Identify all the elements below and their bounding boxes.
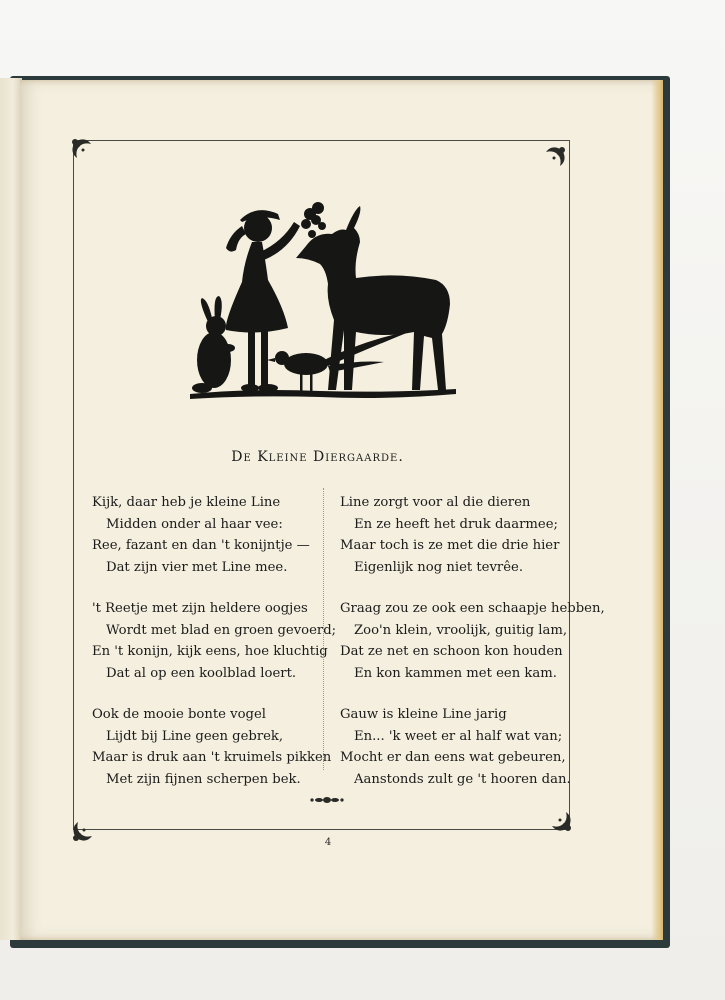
poem-column-left — [92, 492, 337, 810]
silhouette-illustration — [188, 198, 460, 404]
poem-column-right — [340, 492, 605, 810]
left-page-edge — [0, 78, 22, 940]
verse-line: Ree, fazant en dan 't konijntje — — [92, 538, 310, 553]
verse-line: En 't konijn, kijk eens, hoe kluchtig — [92, 644, 328, 659]
rabbit-silhouette — [192, 296, 235, 393]
page-number: 4 — [324, 837, 332, 848]
verse-line: Dat ze net en schoon kon houden — [340, 644, 563, 659]
corner-ornament-icon — [68, 816, 98, 846]
column-divider — [323, 488, 324, 770]
corner-ornament-icon — [540, 142, 570, 172]
stanza — [92, 704, 332, 790]
stanza — [340, 704, 580, 790]
stanza — [92, 492, 332, 578]
verse-line: Lijdt bij Line geen gebrek, — [106, 728, 284, 744]
poem-title: De Kleine Diergaarde. — [231, 449, 404, 465]
stanza — [92, 598, 337, 684]
verse-line: Dat al op een koolblad loert. — [106, 665, 297, 681]
verse-line: Ook de mooie bonte vogel — [92, 707, 266, 722]
stanza — [340, 492, 580, 578]
verse-line: Graag zou ze ook een schaapje hebben, — [340, 601, 605, 616]
divider-ornament-icon — [308, 791, 346, 803]
verse-line: Zoo'n klein, vroolijk, guitig lam, — [354, 622, 568, 638]
verse-line: Midden onder al haar vee: — [106, 516, 283, 532]
verse-line: Maar toch is ze met die drie hier — [340, 538, 560, 553]
stanza — [340, 598, 605, 684]
verse-line: Mocht er dan eens wat gebeuren, — [340, 750, 566, 765]
verse-line: En kon kammen met een kam. — [354, 665, 557, 681]
verse-line: Line zorgt voor al die dieren — [340, 495, 531, 510]
verse-line: Gauw is kleine Line jarig — [340, 707, 507, 722]
verse-line: Aanstonds zult ge 't hooren dan. — [354, 771, 571, 787]
verse-line: Dat zijn vier met Line mee. — [106, 559, 288, 575]
verse-line: En ze heeft het druk daarmee; — [354, 516, 558, 532]
verse-line: Maar is druk aan 't kruimels pikken — [92, 750, 332, 765]
verse-line: Eigenlijk nog niet tevrêe. — [354, 559, 524, 575]
verse-line: En... 'k weet er al half wat van; — [354, 728, 563, 744]
corner-ornament-icon — [67, 134, 97, 164]
verse-line: Met zijn fijnen scherpen bek. — [106, 771, 301, 787]
verse-line: Kijk, daar heb je kleine Line — [92, 495, 281, 510]
verse-line: Wordt met blad en groen gevoerd; — [106, 622, 337, 638]
verse-line: 't Reetje met zijn heldere oogjes — [92, 601, 308, 616]
corner-ornament-icon — [546, 806, 576, 836]
ground-shadow — [190, 389, 456, 399]
